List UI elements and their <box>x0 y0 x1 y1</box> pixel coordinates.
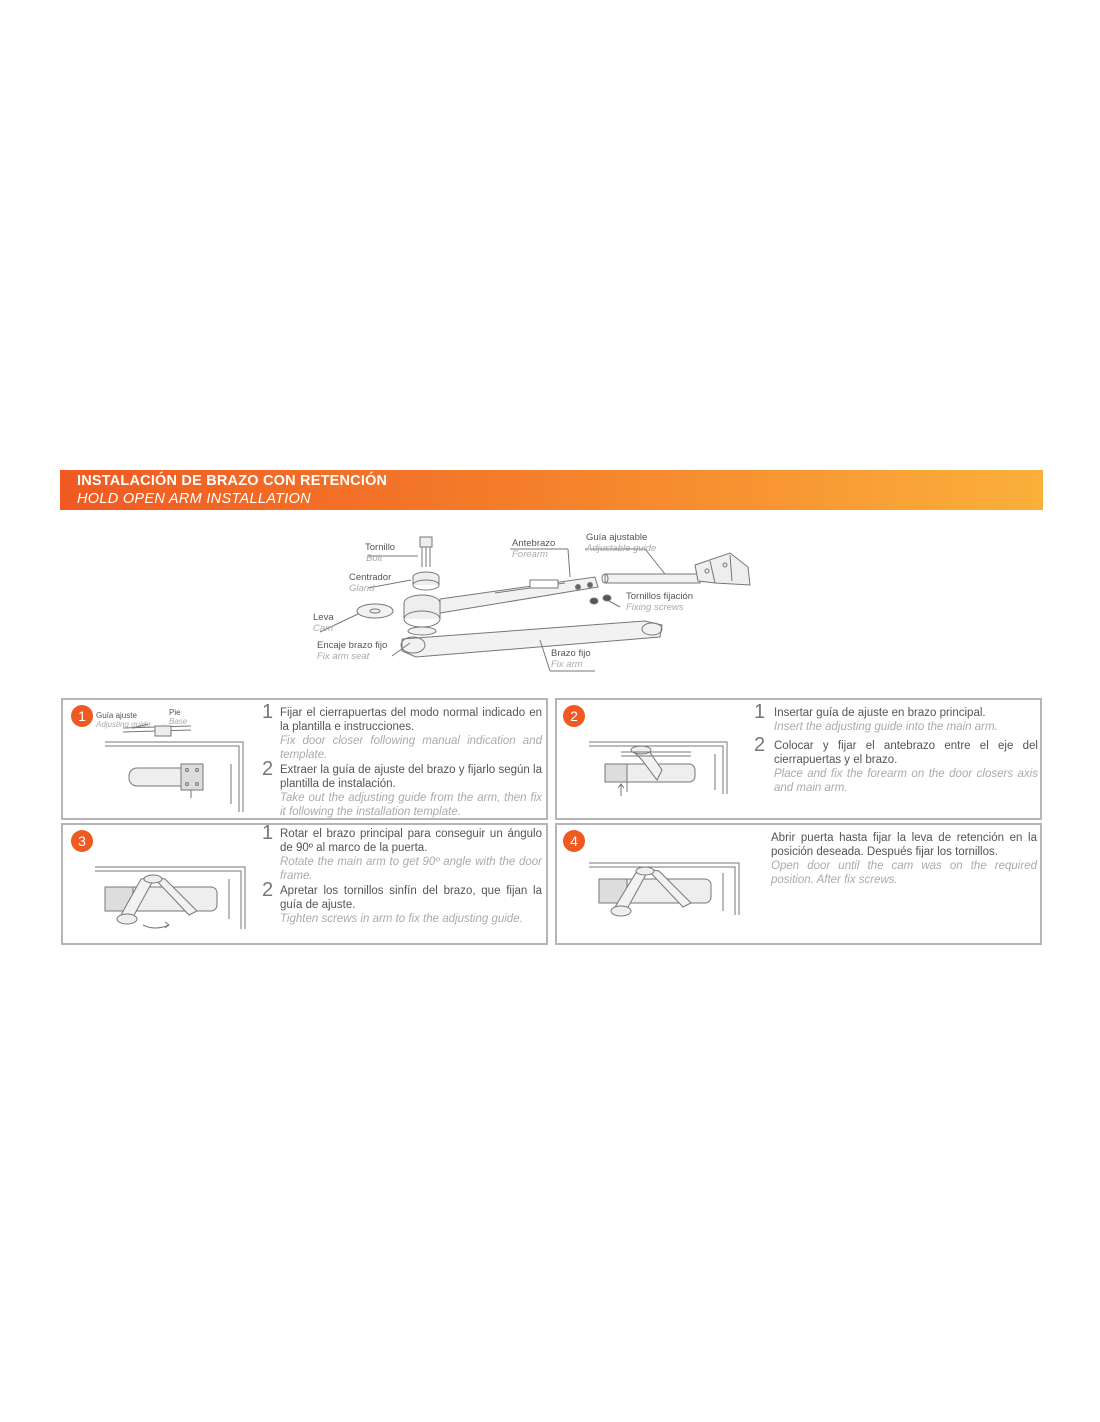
step-4-item-1-en: Open door until the cam was on the required position. After fix screws. <box>771 860 1037 886</box>
step-2-item-1-en: Insert the adjusting guide into the main arm. <box>774 721 998 733</box>
step-2-item-2 <box>754 734 1038 795</box>
section-subtitle: HOLD OPEN ARM INSTALLATION <box>77 491 311 507</box>
step-3-badge: 3 <box>71 830 93 852</box>
fix-arm-label-es: Brazo fijo <box>551 648 591 659</box>
fix-arm-seat-label-en: Fix arm seat <box>317 651 370 662</box>
gland-label <box>349 572 391 594</box>
fix-arm-seat-label <box>317 640 387 662</box>
step-4-panel <box>555 823 1042 945</box>
step-1-item-2-es: Extraer la guía de ajuste del brazo y fijarlo según la plantilla de instalación. <box>280 764 542 790</box>
step-1-item-2 <box>262 758 542 819</box>
step-1-badge: 1 <box>71 705 93 727</box>
step-4-item-1-es: Abrir puerta hasta fijar la leva de retención en la posición deseada. Después fijar los tornillos. <box>771 832 1037 858</box>
fix-arm-label-en: Fix arm <box>551 659 583 670</box>
fixing-screws-label-es: Tornillos fijación <box>626 591 694 602</box>
bolt-label-en: Bolt <box>366 553 383 564</box>
adjusting-guide-label-es: Guía ajuste <box>96 711 137 720</box>
step-3-item-1-es: Rotar el brazo principal para conseguir un ángulo de 90º al marco de la puerta. <box>280 828 542 854</box>
cam-label-es: Leva <box>313 612 334 623</box>
bolt-label-es: Tornillo <box>365 542 396 553</box>
forearm-label-en: Forearm <box>512 549 548 560</box>
step-1-item-2-number: 2 <box>262 758 274 780</box>
forearm-label <box>512 538 555 560</box>
fixing-screws-label-en: Fixing screws <box>626 602 684 613</box>
gland-label-es: Centrador <box>349 572 392 583</box>
step-3-item-1-number: 1 <box>262 822 274 844</box>
cam-label-en: Cam <box>313 623 334 634</box>
step-3-item-2 <box>262 879 542 926</box>
step-1-item-1 <box>262 701 542 762</box>
step-2-item-1 <box>754 701 1038 734</box>
step-1-item-1-en: Fix door closer following manual indication and template. <box>280 735 542 761</box>
step-2-item-1-es: Insertar guía de ajuste en brazo principal. <box>774 707 986 719</box>
adjustable-guide-label-en: Adjustable guide <box>586 543 657 554</box>
fix-arm-seat-label-es: Encaje brazo fijo <box>317 640 388 651</box>
step-2-badge: 2 <box>563 705 585 727</box>
step-2-item-1-number: 1 <box>754 701 766 723</box>
step-4-illustration <box>587 855 757 935</box>
step-2-item-2-en: Place and fix the forearm on the door closers axis and main arm. <box>774 768 1038 794</box>
step-2-item-2-es: Colocar y fijar el antebrazo entre el eje del cierrapuertas y el brazo. <box>774 740 1038 766</box>
forearm-label-es: Antebrazo <box>512 538 556 549</box>
base-label-en: Base <box>169 717 188 726</box>
section-banner <box>60 470 1043 510</box>
bolt-label <box>365 542 395 564</box>
step-2-panel <box>555 698 1042 820</box>
step-3-panel <box>61 823 548 945</box>
section-title: INSTALACIÓN DE BRAZO CON RETENCIÓN <box>77 473 388 489</box>
step-1-item-1-es: Fijar el cierrapuertas del modo normal indicado en la plantilla e instrucciones. <box>280 707 542 733</box>
cam-label <box>313 612 334 634</box>
fix-arm-label <box>551 648 591 670</box>
step-1-item-1-number: 1 <box>262 701 274 723</box>
step-4-item-1 <box>771 831 1037 887</box>
fixing-screws-label <box>626 591 693 613</box>
exploded-arm-diagram <box>300 525 780 680</box>
step-3-item-1 <box>262 822 542 883</box>
step-1-illustration <box>103 724 263 814</box>
step-3-item-2-number: 2 <box>262 879 274 901</box>
step-1-item-2-en: Take out the adjusting guide from the arm, then fix it following the installation template. <box>280 792 542 818</box>
adjustable-guide-label <box>586 532 656 554</box>
step-3-item-2-es: Apretar los tornillos sinfín del brazo, que fijan la guía de ajuste. <box>280 885 542 911</box>
gland-label-en: Gland <box>349 583 375 594</box>
step-2-illustration <box>587 734 747 814</box>
step-3-item-1-en: Rotate the main arm to get 90º angle with the door frame. <box>280 856 542 882</box>
step-3-item-2-en: Tighten screws in arm to fix the adjusting guide. <box>280 913 523 925</box>
adjustable-guide-label-es: Guía ajustable <box>586 532 648 543</box>
step-2-item-2-number: 2 <box>754 734 766 756</box>
step-3-illustration <box>93 859 263 939</box>
adjusting-guide-label-en: Adjusting guide <box>96 720 151 729</box>
step-4-badge: 4 <box>563 830 585 852</box>
step-1-panel <box>61 698 548 820</box>
base-label-es: Pie <box>169 708 181 717</box>
